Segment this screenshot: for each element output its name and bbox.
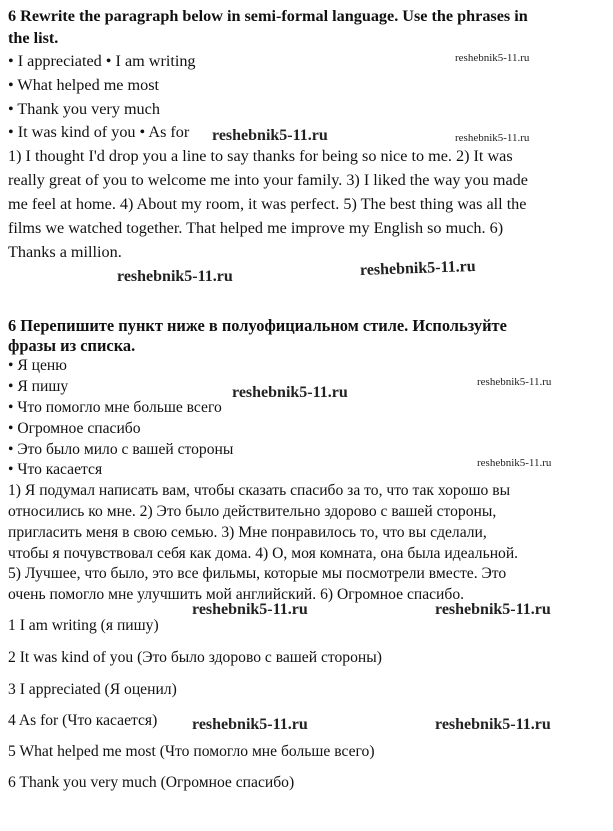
answer-item: 6 Thank you very much (Огромное спасибо) xyxy=(8,774,295,791)
answer-item: 1 I am writing (я пишу) xyxy=(8,617,159,634)
russian-paragraph-line: пригласить меня в свою семью. 3) Мне понравилось то, что вы сделали, xyxy=(8,524,487,541)
russian-heading-line-1: 6 Перепишите пункт ниже в полуофициальном стиле. Используйте xyxy=(8,316,507,335)
watermark: reshebnik5-11.ru xyxy=(477,457,552,469)
watermark: reshebnik5-11.ru xyxy=(455,52,530,64)
answer-item: 5 What helped me most (Что помогло мне больше всего) xyxy=(8,743,375,760)
english-bullet: • It was kind of you • As for xyxy=(8,123,190,141)
russian-bullet: • Это было мило с вашей стороны xyxy=(8,441,234,458)
russian-paragraph-line: чтобы я почувствовал себя как дома. 4) О, моя комната, она была идеальной. xyxy=(8,545,519,562)
english-heading-line-1: 6 Rewrite the paragraph below in semi-formal language. Use the phrases in xyxy=(8,7,528,25)
english-paragraph-line: films we watched together. That helped me improve my English so much. 6) xyxy=(8,219,504,237)
watermark: reshebnik5-11.ru xyxy=(192,716,308,733)
english-paragraph-line: really great of you to welcome me into your family. 3) I liked the way you made xyxy=(8,171,528,189)
watermark: reshebnik5-11.ru xyxy=(232,384,348,401)
watermark: reshebnik5-11.ru xyxy=(359,257,476,279)
russian-bullet: • Я ценю xyxy=(8,357,67,374)
watermark: reshebnik5-11.ru xyxy=(192,601,308,618)
watermark: reshebnik5-11.ru xyxy=(435,601,551,618)
watermark: reshebnik5-11.ru xyxy=(455,132,530,144)
english-heading-line-2: the list. xyxy=(8,29,59,47)
russian-heading-line-2: фразы из списка. xyxy=(8,336,136,355)
answer-item: 4 As for (Что касается) xyxy=(8,712,158,729)
english-bullet: • What helped me most xyxy=(8,76,160,94)
russian-paragraph-line: 5) Лучшее, что было, это все фильмы, которые мы посмотрели вместе. Это xyxy=(8,565,507,582)
watermark: reshebnik5-11.ru xyxy=(477,376,552,388)
answer-item: 2 It was kind of you (Это было здорово с вашей стороны) xyxy=(8,649,382,666)
russian-bullet: • Огромное спасибо xyxy=(8,420,141,437)
watermark: reshebnik5-11.ru xyxy=(117,268,233,285)
watermark: reshebnik5-11.ru xyxy=(435,716,551,733)
english-paragraph-line: 1) I thought I'd drop you a line to say thanks for being so nice to me. 2) It was xyxy=(8,147,513,165)
english-paragraph-line: me feel at home. 4) About my room, it was perfect. 5) The best thing was all the xyxy=(8,195,527,213)
english-bullet: • Thank you very much xyxy=(8,100,160,118)
russian-bullet: • Что помогло мне больше всего xyxy=(8,399,222,416)
english-paragraph-line: Thanks a million. xyxy=(8,243,122,261)
russian-bullet: • Что касается xyxy=(8,461,103,478)
russian-paragraph-line: 1) Я подумал написать вам, чтобы сказать спасибо за то, что так хорошо вы xyxy=(8,482,511,499)
russian-paragraph-line: очень помогло мне улучшить мой английский. 6) Огромное спасибо. xyxy=(8,586,465,603)
russian-bullet: • Я пишу xyxy=(8,378,69,395)
answer-item: 3 I appreciated (Я оценил) xyxy=(8,681,177,698)
english-bullet: • I appreciated • I am writing xyxy=(8,52,196,70)
watermark: reshebnik5-11.ru xyxy=(212,127,328,144)
russian-paragraph-line: относились ко мне. 2) Это было действительно здорово с вашей стороны, xyxy=(8,503,497,520)
